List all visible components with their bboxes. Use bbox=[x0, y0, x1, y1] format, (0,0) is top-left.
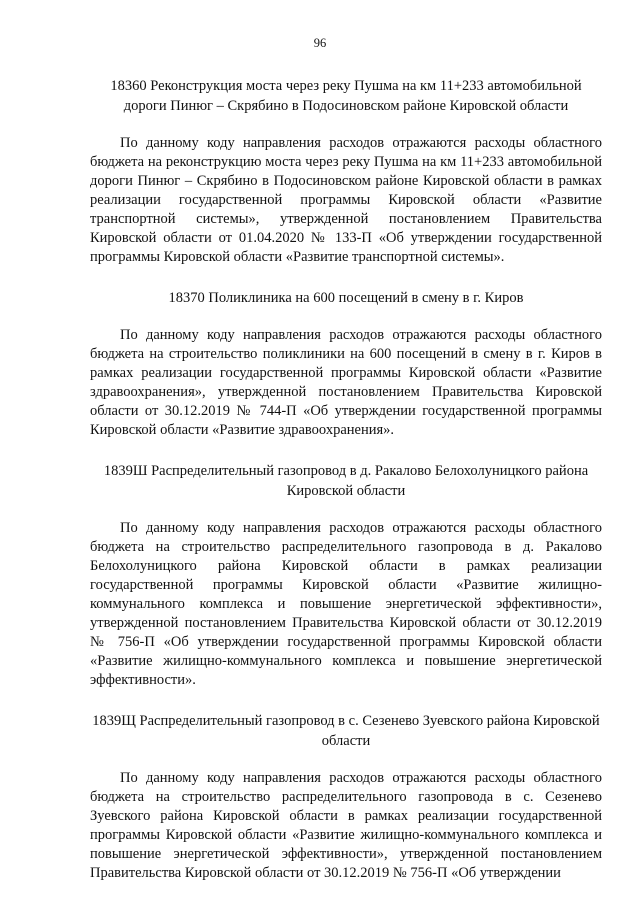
section-18360 bbox=[90, 76, 602, 267]
section-paragraph: По данному коду направления расходов отражаются расходы областного бюджета на строительство поликлиники на 600 посещений в смену в г. Киров в рамках реализации государственной программы Кировской области «Развитие здравоохранения», утвержденной постановлением Правительства Кировской области от 30.12.2019 № 744-П «Об утверждении государственной программы Кировской области «Развитие здравоохранения». bbox=[90, 327, 602, 438]
section-paragraph: По данному коду направления расходов отражаются расходы областного бюджета на строительство распределительного газопровода в д. Ракалово Белохолуницкого района Кировской области в рамках реализации государственной программы Кировской области «Развитие жилищно-коммунального комплекса и повышение энергетической эффективности», утвержденной постановлением Правительства Кировской области от 30.12.2019 № 756-П «Об утверждении государственной программы Кировской области «Развитие жилищно-коммунального комплекса и повышение энергетической эффективности». bbox=[90, 520, 602, 688]
section-heading: 1839Ш Распределительный газопровод в д. Ракалово Белохолуницкого района Кировской области bbox=[103, 463, 589, 499]
section-1839sh bbox=[90, 461, 602, 690]
section-18370 bbox=[90, 288, 602, 440]
section-heading: 1839Щ Распределительный газопровод в с. Сезенево Зуевского района Кировской области bbox=[92, 713, 600, 749]
document-body bbox=[90, 76, 602, 904]
section-heading: 18370 Поликлиника на 600 посещений в смену в г. Киров bbox=[168, 290, 524, 306]
section-paragraph: По данному коду направления расходов отражаются расходы областного бюджета на реконструкцию моста через реку Пушма на км 11+233 автомобильной дороги Пинюг – Скрябино в Подосиновском районе Кировской области в рамках реализации государственной программы Кировской области «Развитие транспортной системы», утвержденной постановлением Правительства Кировской области от 01.04.2020 № 133-П «Об утверждении государственной программы Кировской области «Развитие транспортной системы». bbox=[90, 135, 602, 265]
section-1839shch bbox=[90, 711, 602, 883]
section-paragraph: По данному коду направления расходов отражаются расходы областного бюджета на строительство распределительного газопровода в с. Сезенево Зуевского района Кировской области в рамках реализации государственной программы Кировской области «Развитие жилищно-коммунального комплекса и повышение энергетической эффективности», утвержденной постановлением Правительства Кировской области от 30.12.2019 № 756-П «Об утверждении bbox=[90, 770, 602, 881]
page-number: 96 bbox=[313, 36, 327, 50]
section-heading: 18360 Реконструкция моста через реку Пушма на км 11+233 автомобильной дороги Пинюг – Скрябино в Подосиновском районе Кировской области bbox=[110, 78, 582, 114]
